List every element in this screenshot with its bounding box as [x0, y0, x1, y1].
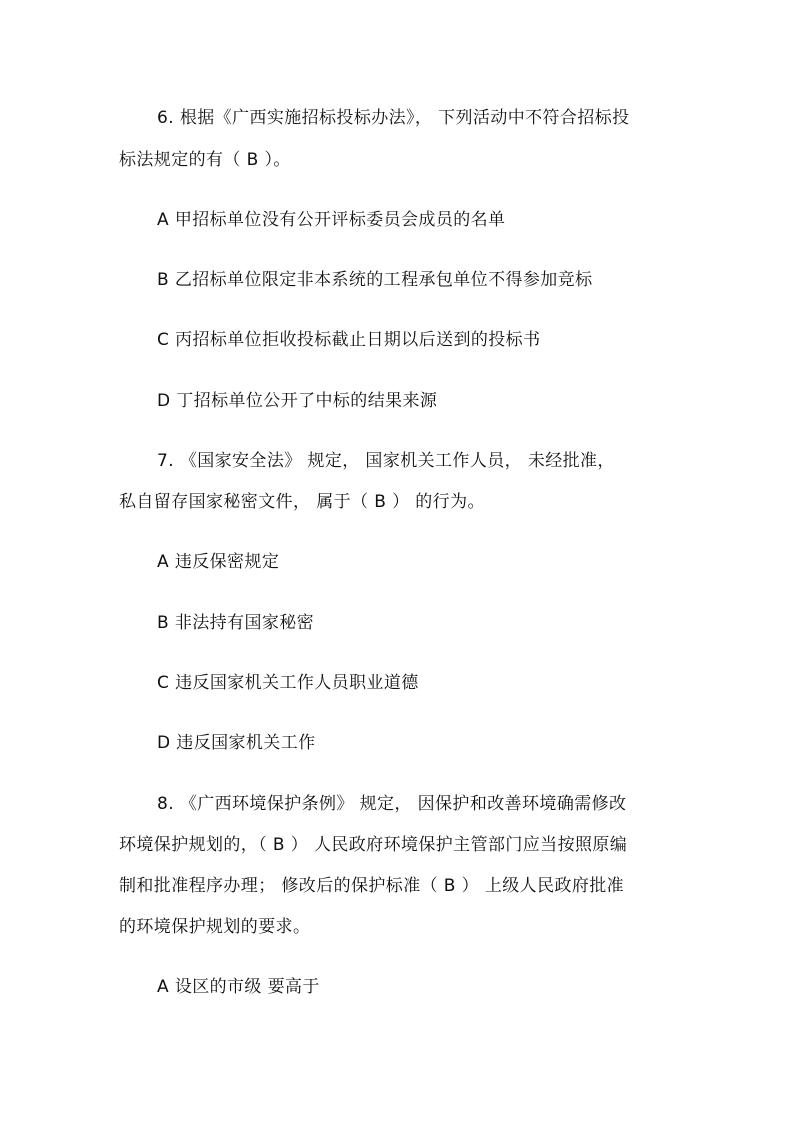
question-7-text-line-1: 7. 《国家安全法》 规定， 国家机关工作人员， 未经批准， — [157, 451, 615, 471]
question-6-text-line-1: 6. 根据《广西实施招标投标办法》， 下列活动中不符合招标投 — [157, 108, 630, 128]
question-6-text-line-2: 标法规定的有（ B ）。 — [119, 150, 291, 170]
question-8-text-line-4: 的环境保护规划的要求。 — [119, 917, 311, 937]
question-6-option-d: D 丁招标单位公开了中标的结果来源 — [157, 391, 438, 411]
question-8-text-line-1: 8. 《广西环境保护条例》 规定， 因保护和改善环境确需修改 — [157, 794, 627, 814]
question-8-text-line-2: 环境保护规划的，（ B ） 人民政府环境保护主管部门应当按照原编 — [119, 835, 628, 855]
question-7-option-a: A 违反保密规定 — [157, 552, 280, 572]
question-7-option-d: D 违反国家机关工作 — [157, 733, 316, 753]
question-6-option-b: B 乙招标单位限定非本系统的工程承包单位不得参加竞标 — [157, 270, 593, 290]
question-8-text-line-3: 制和批准程序办理； 修改后的保护标准（ B ） 上级人民政府批准 — [119, 876, 625, 896]
question-6-option-a: A 甲招标单位没有公开评标委员会成员的名单 — [157, 210, 506, 230]
question-7-option-c: C 违反国家机关工作人员职业道德 — [157, 673, 419, 693]
question-7-text-line-2: 私自留存国家秘密文件， 属于（ B ） 的行为。 — [119, 492, 485, 512]
question-8-option-a: A 设区的市级 要高于 — [157, 977, 320, 997]
question-6-option-c: C 丙招标单位拒收投标截止日期以后送到的投标书 — [157, 330, 541, 350]
question-7-option-b: B 非法持有国家秘密 — [157, 613, 315, 633]
